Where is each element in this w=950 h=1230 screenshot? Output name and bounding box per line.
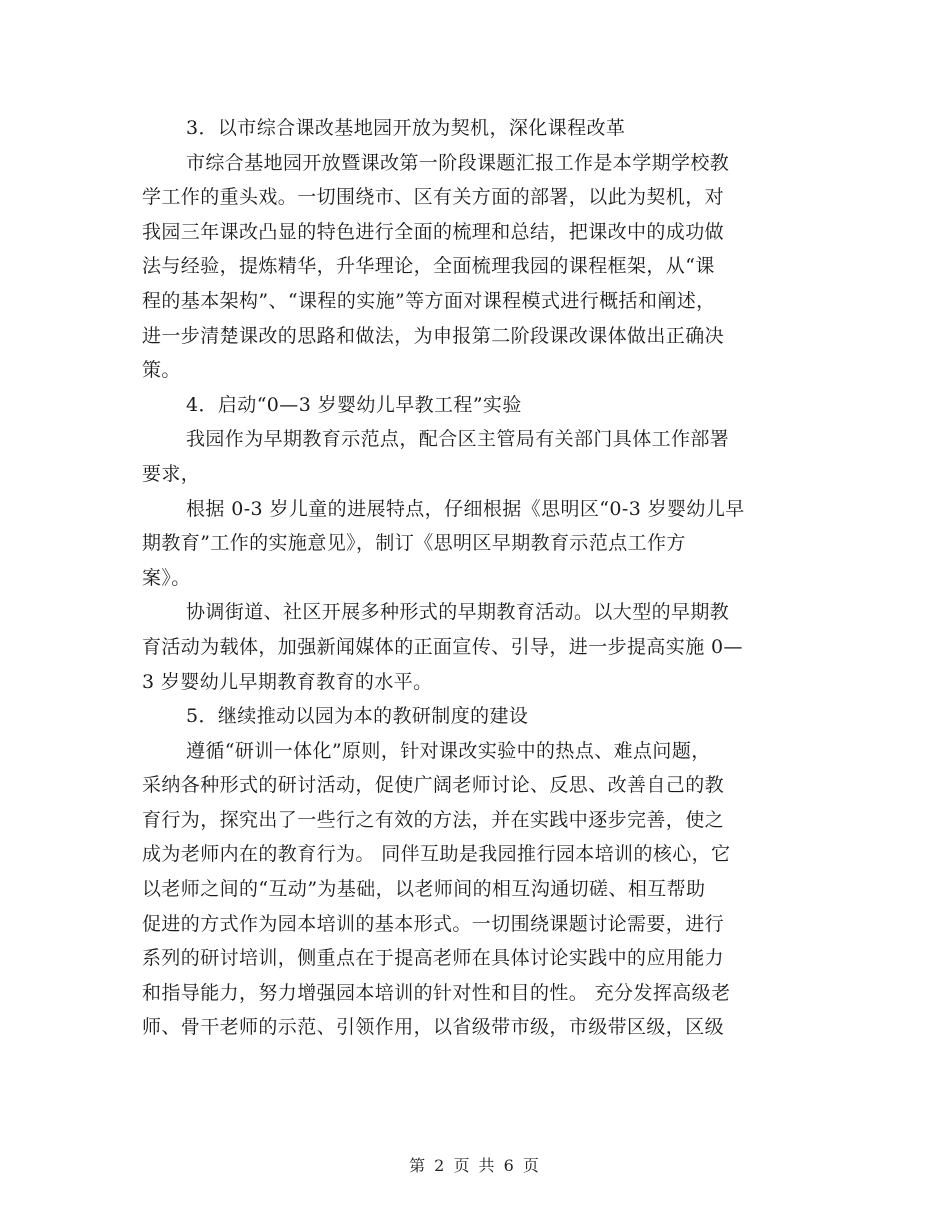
paragraph-line: 期教育”工作的实施意见》，制订《思明区早期教育示范点工作方 [142, 532, 686, 555]
paragraph-line: 案》。 [142, 566, 191, 589]
paragraph-line: 法与经验，提炼精华，升华理论，全面梳理我园的课程框架，从“课 [142, 255, 715, 278]
heading-3: 3．以市综合课改基地园开放为契机，深化课程改革 [186, 117, 626, 139]
paragraph-line: 协调街道、社区开展多种形式的早期教育活动。以大型的早期教 [186, 601, 730, 624]
paragraph-line: 师、骨干老师的示范、引领作用，以省级带市级，市级带区级，区级 [142, 1016, 725, 1039]
paragraph-line: 和指导能力，努力增强园本培训的针对性和目的性。 充分发挥高级老 [142, 981, 731, 1004]
paragraph-line: 成为老师内在的教育行为。 同伴互助是我园推行园本培训的核心，它 [142, 843, 731, 866]
heading-5: 5．继续推动以园为本的教研制度的建设 [186, 705, 529, 728]
paragraph-line: 3 岁婴幼儿早期教育教育的水平。 [142, 670, 433, 693]
paragraph-line: 进一步清楚课改的思路和做法，为申报第二阶段课改课体做出正确决 [142, 324, 725, 347]
page-footer: 第 2 页 共 6 页 [409, 1156, 541, 1175]
paragraph-line: 策。 [142, 359, 181, 382]
paragraph-line: 遵循“研训一体化”原则，针对课改实验中的热点、难点问题， [186, 739, 711, 762]
paragraph-line: 学工作的重头戏。一切围绕市、区有关方面的部署，以此为契机，对 [142, 186, 725, 209]
paragraph-line: 市综合基地园开放暨课改第一阶段课题汇报工作是本学期学校教 [186, 151, 730, 174]
paragraph-line: 以老师之间的“互动”为基础，以老师间的相互沟通切磋、相互帮助 [142, 878, 706, 901]
paragraph-line: 育行为，探究出了一些行之有效的方法，并在实践中逐步完善，使之 [142, 808, 725, 831]
heading-4: 4．启动“0—3 岁婴幼儿早教工程”实验 [186, 393, 522, 416]
paragraph-line: 采纳各种形式的研讨活动，促使广阔老师讨论、反思、改善自己的教 [142, 774, 725, 797]
paragraph-line: 程的基本架构”、“课程的实施”等方面对课程模式进行概括和阐述， [142, 289, 716, 312]
paragraph-line: 系列的研讨培训，侧重点在于提高老师在具体讨论实践中的应用能力 [142, 947, 725, 970]
paragraph-line: 根据 0-3 岁儿童的进展特点，仔细根据《思明区“0-3 岁婴幼儿早 [186, 497, 745, 520]
paragraph-line: 育活动为载体，加强新闻媒体的正面宣传、引导，进一步提高实施 0— [142, 635, 743, 658]
paragraph-line: 促进的方式作为园本培训的基本形式。一切围绕课题讨论需要，进行 [142, 912, 725, 935]
paragraph-line: 要求， [142, 462, 201, 485]
paragraph-line: 我园作为早期教育示范点，配合区主管局有关部门具体工作部署 [186, 428, 730, 451]
document-body [142, 112, 810, 1046]
paragraph-line: 我园三年课改凸显的特色进行全面的梳理和总结，把课改中的成功做 [142, 220, 725, 243]
